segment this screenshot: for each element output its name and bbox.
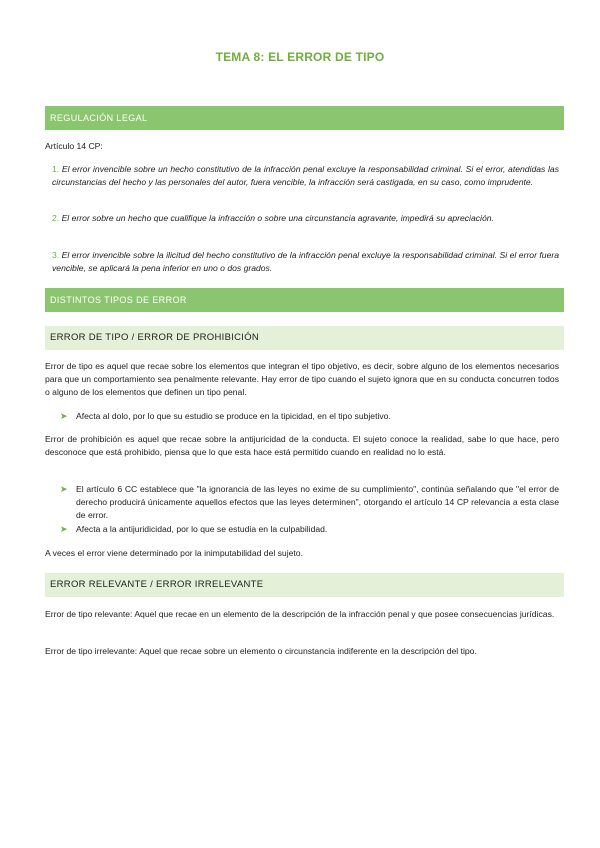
item-text: El error sobre un hecho que cualifique la infracción o sobre una circunstancia agravante, impedirá su apreciación. bbox=[61, 213, 494, 223]
subsection-header-relevante: ERROR RELEVANTE / ERROR IRRELEVANTE bbox=[45, 573, 564, 597]
list-item-text: Afecta al dolo, por lo que su estudio se produce en la tipicidad, en el tipo subjetivo. bbox=[76, 411, 391, 421]
list-item bbox=[60, 410, 559, 423]
article-item-1 bbox=[52, 163, 559, 189]
arrow-bullet-icon: ➤ bbox=[60, 411, 68, 421]
item-text: El error invencible sobre un hecho constitutivo de la infracción penal excluye la responsabilidad criminal. Si el error, atendidas las circunstancias del hecho y las personales del autor, fuera vencible, la infracción será castigada, en su caso, como imprudente. bbox=[52, 164, 559, 187]
page-title: TEMA 8: EL ERROR DE TIPO bbox=[215, 50, 385, 64]
paragraph-inimputabilidad: A veces el error viene determinado por la inimputabilidad del sujeto. bbox=[45, 548, 303, 558]
list-item-text: El artículo 6 CC establece que "la ignorancia de las leyes no exime de su cumplimiento", continúa señalando que "el error de derecho producirá únicamente aquellos efectos que las leyes determinen", otorgando el artículo 14 CP relevancia a esta clase de error. bbox=[76, 484, 559, 520]
item-number: 3. bbox=[52, 250, 60, 260]
arrow-bullet-icon: ➤ bbox=[60, 484, 68, 494]
paragraph-error-tipo: Error de tipo es aquel que recae sobre los elementos que integran el tipo objetivo, es decir, sobre alguno de los elementos necesarios para que un comportamiento sea penalmente relevante. Hay error de tipo cuando el sujeto ignora que en su conducta concurren todos o alguno de los elementos que definen un tipo penal. bbox=[45, 361, 559, 397]
article-label: Artículo 14 CP: bbox=[45, 141, 103, 151]
subsection-header-tipo-prohibicion: ERROR DE TIPO / ERROR DE PROHIBICIÓN bbox=[45, 326, 564, 350]
arrow-bullet-icon: ➤ bbox=[60, 524, 68, 534]
list-item-text: Afecta a la antijuridicidad, por lo que se estudia en la culpabilidad. bbox=[76, 524, 328, 534]
paragraph-error-irrelevante: Error de tipo irrelevante: Aquel que recae sobre un elemento o circunstancia indiferente en la descripción del tipo. bbox=[45, 646, 477, 656]
item-number: 2. bbox=[52, 213, 60, 223]
section-header-tipos: DISTINTOS TIPOS DE ERROR bbox=[45, 288, 564, 312]
paragraph-error-relevante: Error de tipo relevante: Aquel que recae en un elemento de la descripción de la infracción penal y que posee consecuencias jurídicas. bbox=[45, 609, 555, 619]
article-item-2 bbox=[52, 212, 559, 225]
list-item bbox=[60, 483, 559, 522]
section-header-regulacion: REGULACIÓN LEGAL bbox=[45, 106, 564, 130]
item-number: 1. bbox=[52, 164, 60, 174]
item-text: El error invencible sobre la ilicitud del hecho constitutivo de la infracción penal excluye la responsabilidad criminal. Si el error fuera vencible, se aplicará la pena inferior en uno o dos grados. bbox=[52, 250, 560, 273]
article-item-3 bbox=[52, 249, 559, 275]
paragraph-error-prohibicion: Error de prohibición es aquel que recae sobre la antijuricidad de la conducta. El sujeto conoce la realidad, sabe lo que hace, pero desconoce que está prohibido, piensa que lo que esta hace está permitido cuando en realidad no lo está. bbox=[45, 434, 559, 457]
list-item bbox=[60, 523, 559, 536]
